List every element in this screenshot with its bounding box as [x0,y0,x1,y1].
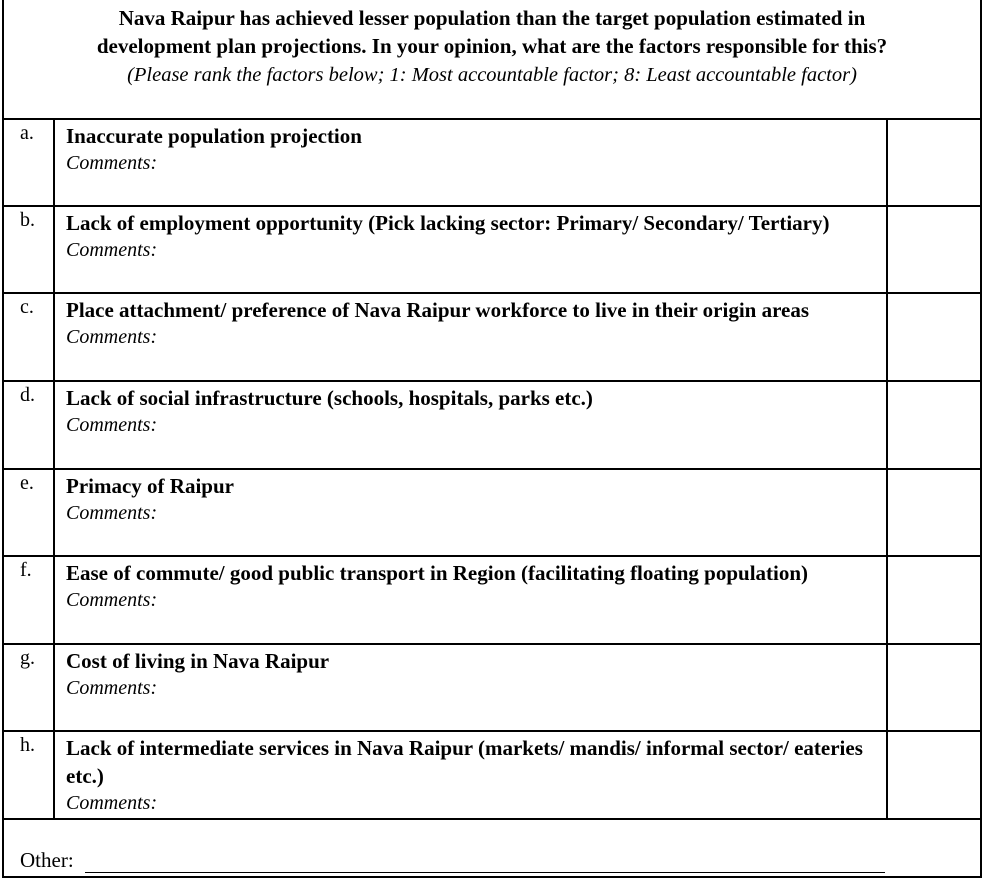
factor-row [2,118,982,205]
factor-text [66,472,876,526]
factor-text [66,559,876,613]
factor-label: Lack of employment opportunity (Pick lacking sector: Primary/ Secondary/ Tertiary) [66,211,830,235]
factor-label: Lack of social infrastructure (schools, hospitals, parks etc.) [66,386,593,410]
comments-label[interactable]: Comments: [66,792,158,814]
factor-row [2,292,982,380]
factor-letter: b. [20,209,35,231]
other-label: Other: [20,848,74,872]
rank-cell[interactable] [890,468,982,555]
question-line-2: development plan projections. In your opinion, what are the factors responsible for this? [96,34,888,58]
comments-label[interactable]: Comments: [66,326,158,348]
factor-label: Place attachment/ preference of Nava Raipur workforce to live in their origin areas [66,298,810,322]
factor-label: Inaccurate population projection [66,124,362,148]
factor-text [66,647,876,701]
factor-row [2,643,982,730]
rank-cell[interactable] [890,730,982,818]
factor-label: Primacy of Raipur [66,474,234,498]
question-header [2,4,982,89]
factor-label: Cost of living in Nava Raipur [66,649,330,673]
comments-label[interactable]: Comments: [66,502,158,524]
rank-cell[interactable] [890,292,982,380]
factor-row [2,205,982,292]
factor-row [2,555,982,643]
row-divider [2,818,982,820]
factor-text [66,384,876,438]
column-divider [886,118,888,818]
factor-label: Lack of intermediate services in Nava Raipur (markets/ mandis/ informal sector/ eateries etc.) [66,736,863,788]
rank-cell[interactable] [890,118,982,205]
factor-letter: c. [20,296,34,318]
factor-letter: f. [20,559,32,581]
comments-label[interactable]: Comments: [66,589,158,611]
factor-row [2,730,982,818]
comments-label[interactable]: Comments: [66,414,158,436]
factor-letter: a. [20,122,34,144]
comments-label[interactable]: Comments: [66,152,158,174]
factor-text [66,734,876,816]
question-line-1: Nava Raipur has achieved lesser population than the target population estimated in [118,6,866,30]
factor-letter: h. [20,734,35,756]
other-input-line[interactable] [85,872,885,873]
comments-label[interactable]: Comments: [66,239,158,261]
rank-cell[interactable] [890,380,982,468]
rank-cell[interactable] [890,643,982,730]
factor-row [2,468,982,555]
factor-row [2,380,982,468]
ranking-instruction: (Please rank the factors below; 1: Most accountable factor; 8: Least accountable factor) [127,64,857,86]
factor-text [66,296,876,350]
rank-cell[interactable] [890,205,982,292]
factor-text [66,209,876,263]
factor-text [66,122,876,176]
factor-letter: d. [20,384,35,406]
column-divider [53,118,55,818]
factor-letter: e. [20,472,34,494]
factor-letter: g. [20,647,35,669]
rank-cell[interactable] [890,555,982,643]
factor-label: Ease of commute/ good public transport in Region (facilitating floating population) [66,561,809,585]
comments-label[interactable]: Comments: [66,677,158,699]
